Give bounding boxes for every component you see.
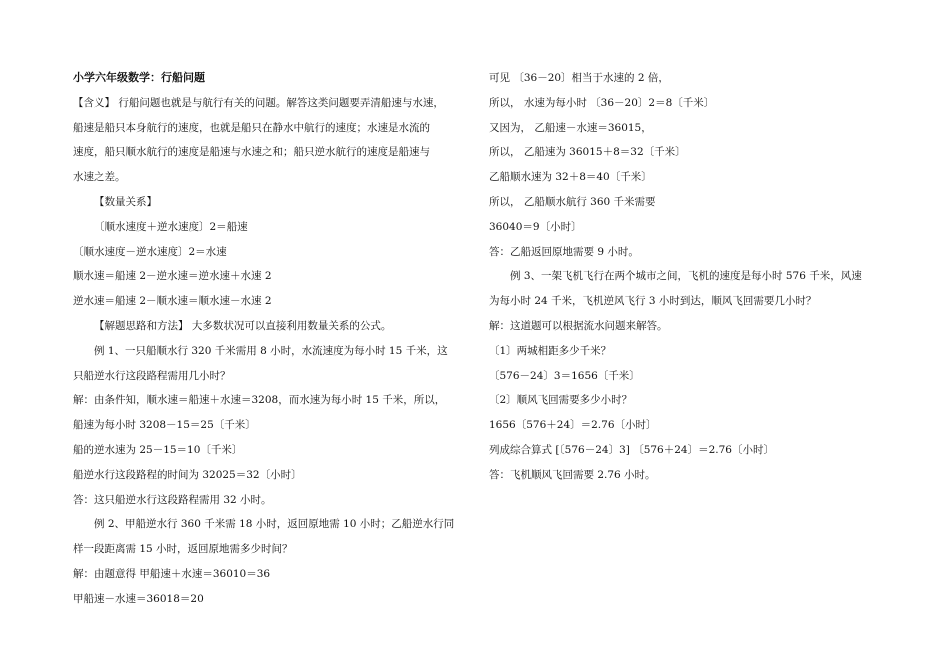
example-2-solution-4: 所以， 水速为每小时 〔36－20〕2＝8〔千米〕 [489,96,715,109]
example-2-solution-6: 所以， 乙船速为 36015＋8＝32〔千米〕 [489,146,686,159]
example-3-answer: 答：飞机顺风飞回需要 2.76 小时。 [489,468,656,481]
right-column [489,66,889,488]
definition-line-4: 水速之差。 [73,171,126,184]
example-1-solution-3: 船的逆水速为 25－15＝10〔千米〕 [73,443,243,456]
example-3-step-2: 〔2〕顺风飞回需要多少小时？ [489,394,633,407]
example-2-solution-1: 解：由题意得 甲船速＋水速＝36010＝36 [73,567,271,580]
example-2-solution-3: 可见 〔36－20〕相当于水速的 2 倍， [489,72,669,84]
example-3-step-2-calc: 1656〔576＋24〕＝2.76〔小时〕 [489,419,657,432]
example-2-solution-8: 所以， 乙船顺水航行 360 千米需要 [489,195,656,208]
example-2-solution-7: 乙船顺水速为 32＋8＝40〔千米〕 [489,171,652,184]
example-2-solution-9: 36040＝9〔小时〕 [489,220,582,233]
example-1-line-2: 只船逆水行这段路程需用几小时？ [73,369,231,382]
relations-heading: 【数量关系】 [94,195,157,208]
example-2-solution-2: 甲船速－水速＝36018＝20 [73,592,204,605]
formula-downstream: 顺水速＝船速 2－逆水速＝逆水速＋水速 2 [73,270,272,283]
formula-boat-speed: 〔顺水速度＋逆水速度〕2＝船速 [94,220,248,233]
example-2-answer: 答：乙船返回原地需要 9 小时。 [489,245,639,258]
method-line: 【解题思路和方法】 大多数状况可以直接利用数量关系的公式。 [94,319,392,332]
example-3-line-1: 例 3、一架飞机飞行在两个城市之间，飞机的速度是每小时 576 千米，风速 [510,270,862,283]
document-title: 小学六年级数学：行船问题 [73,71,205,84]
definition-line-1: 【含义】 行船问题也就是与航行有关的问题。解答这类问题要弄清船速与水速， [73,96,444,109]
left-column [73,66,465,612]
formula-upstream: 逆水速＝船速 2－顺水速＝顺水速－水速 2 [73,295,272,308]
example-3-step-1: 〔1〕两城相距多少千米？ [489,344,612,357]
example-2-solution-5: 又因为， 乙船速－水速＝36015， [489,121,652,134]
formula-water-speed: 〔顺水速度－逆水速度〕2＝水速 [73,245,227,258]
example-3-combined-formula: 列成综合算式 [〔576－24〕3] 〔576＋24〕＝2.76〔小时〕 [489,443,774,456]
example-2-line-2: 样一段距离需 15 小时，返回原地需多少时间？ [73,543,293,556]
definition-line-3: 速度，船只顺水航行的速度是船速与水速之和；船只逆水航行的速度是船速与 [73,146,430,159]
example-2-line-1: 例 2、甲船逆水行 360 千米需 18 小时，返回原地需 10 小时；乙船逆水行同 [94,518,455,531]
example-1-solution-4: 船逆水行这段路程的时间为 32025＝32〔小时〕 [73,468,302,481]
example-1-solution-1: 解：由条件知，顺水速＝船速＋水速＝3208，而水速为每小时 15 千米，所以， [73,394,446,407]
example-1-answer: 答：这只船逆水行这段路程需用 32 小时。 [73,493,272,506]
example-1-solution-2: 船速为每小时 3208－15＝25〔千米〕 [73,419,256,432]
example-3-solution-intro: 解：这道题可以根据流水问题来解答。 [489,319,668,332]
definition-line-2: 船速是船只本身航行的速度，也就是船只在静水中航行的速度；水速是水流的 [73,121,430,134]
example-3-step-1-calc: 〔576－24〕3＝1656〔千米〕 [489,369,640,382]
example-3-line-2: 为每小时 24 千米，飞机逆风飞行 3 小时到达，顺风飞回需要几小时？ [489,295,817,308]
example-1-line-1: 例 1、一只船顺水行 320 千米需用 8 小时，水流速度为每小时 15 千米，这 [94,344,448,357]
